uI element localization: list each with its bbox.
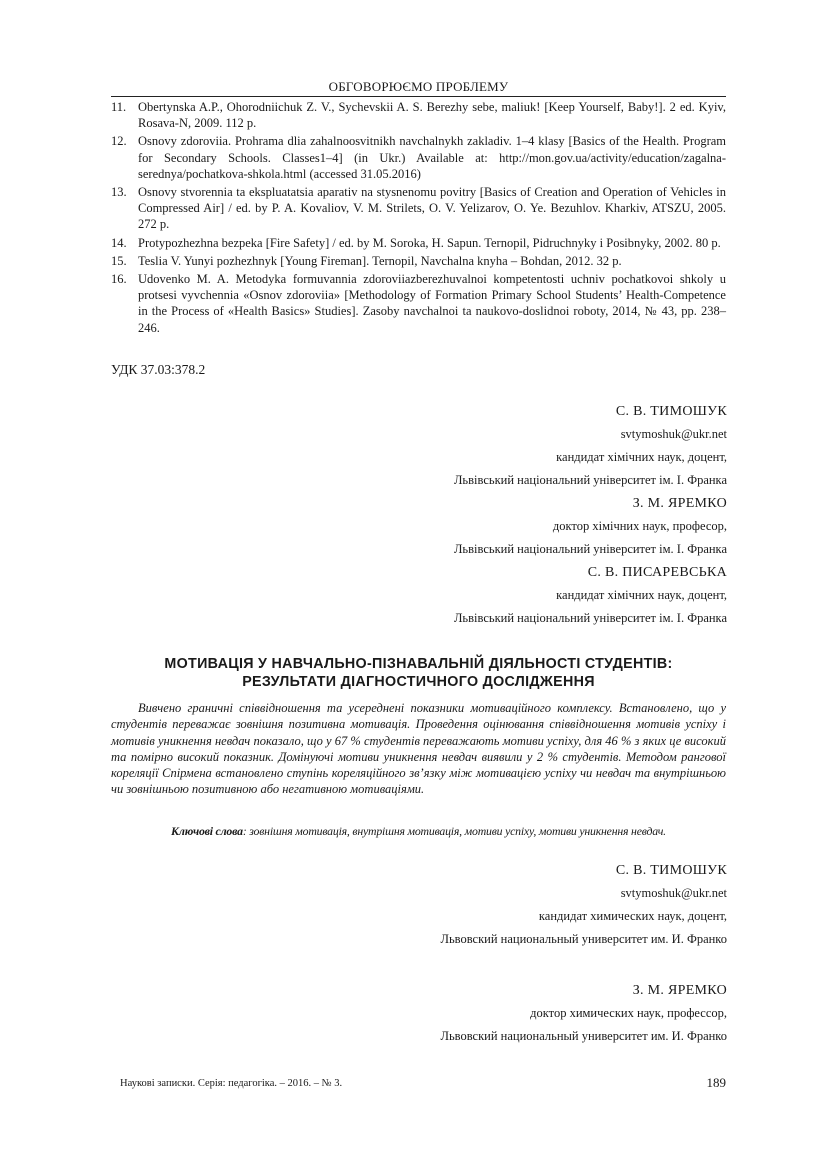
article-title-line: РЕЗУЛЬТАТИ ДІАГНОСТИЧНОГО ДОСЛІДЖЕННЯ <box>242 674 595 690</box>
reference-item <box>111 253 726 269</box>
reference-number: 13. <box>111 185 127 200</box>
reference-text: Protypozhezhna bezpeka [Fire Safety] / ed. by M. Soroka, H. Sapun. Ternopil, Pidruchnyky i Posibnyky, 2002. 80 p. <box>138 235 721 250</box>
article-title <box>111 655 726 691</box>
reference-item <box>111 271 726 336</box>
header-divider <box>111 96 726 97</box>
reference-number: 15. <box>111 253 127 268</box>
reference-item <box>111 133 726 182</box>
reference-item <box>111 235 726 251</box>
running-header: ОБГОВОРЮЄМО ПРОБЛЕМУ <box>328 79 509 94</box>
author-name: С. В. ТИМОШУК <box>615 404 727 419</box>
authors-russian <box>300 859 727 951</box>
author-name: С. В. ПИСАРЕВСЬКА <box>587 565 727 580</box>
author-affiliation: Львівський національний університет ім. І. Франка <box>453 473 727 487</box>
keywords-text: : зовнішня мотивація, внутрішня мотивація, мотиви успіху, мотиви уникнення невдач. <box>242 824 666 838</box>
reference-number: 14. <box>111 235 127 250</box>
author-affiliation: Львовский национальный университет им. И. Франко <box>440 932 727 946</box>
author-email: svtymoshuk@ukr.net <box>620 886 727 900</box>
author-affiliation: Львівський національний університет ім. І. Франка <box>453 611 727 625</box>
reference-text: Osnovy zdoroviia. Prohrama dlia zahalnoosvitnikh navchalnykh zakladiv. 1–4 klasy [Basics of the Health. Program for Secondary Schools. Classes1–4] (in Ukr.) Available at: http://mon.gov.ua/activity/education/zagalna-serednya/pochatkova-shkola.html (accessed 31.05.2016) <box>138 134 726 181</box>
keywords-label: Ключові слова <box>171 824 243 838</box>
author-affiliation: Львівський національний університет ім. І. Франка <box>453 542 727 556</box>
reference-text: Teslia V. Yunyi pozhezhnyk [Young Fireman]. Ternopil, Navchalna knyha – Bohdan, 2012. 32 p. <box>138 253 622 268</box>
author-degree: кандидат хімічних наук, доцент, <box>556 450 727 464</box>
reference-number: 16. <box>111 272 127 287</box>
author-affiliation: Львовский национальный университет им. И. Франко <box>440 1029 727 1043</box>
page-number: 189 <box>706 1075 726 1090</box>
reference-text: Udovenko M. A. Metodyka formuvannia zdoroviiazberezhuvalnoi kompetentosti uchniv pochatkovoi shkoly u protsesi vyvchennia «Osnov zdoroviia» [Methodology of Formation Primary School Students’ Health-Competence in the Process of «Health Basics» Studies]. Zasoby navchalnoi ta naukovo-doslidnoi roboty, 2014, № 43, pp. 238–246. <box>138 272 726 335</box>
reference-text: Obertynska A.P., Ohorodniichuk Z. V., Sychevskii A. S. Berezhy sebe, maliuk! [Keep Yourself, Baby!]. 2 ed. Kyiv, Rosava-N, 2009. 112 p. <box>138 100 726 131</box>
journal-footer: Наукові записки. Серія: педагогіка. – 2016. – № 3. <box>120 1078 343 1089</box>
author-degree: кандидат химических наук, доцент, <box>538 909 727 923</box>
reference-number: 12. <box>111 134 127 149</box>
abstract: Вивчено граничні співвідношення та усереднені показники мотиваційного комплексу. Встановлено, що у студентів переважає зовнішня позитивна мотивація. Проведення оцінювання співвідношення мотивів успіху і мотивів уникнення невдач показало, що у 67 % студентів переважають мотиви успіху, для 46 % з яких це високий та помірно високий показник. Домінуючі мотиви уникнення невдач виявили у 2 % студентів. Методом рангової кореляції Спірмена встановлено ступінь кореляційного зв’язку між мотивацією успіху чи невдач та внутрішньою чи зовнішньою позитивною або негативною мотиваціями. <box>111 701 726 797</box>
author-name: С. В. ТИМОШУК <box>615 863 727 878</box>
article-title-line: МОТИВАЦІЯ У НАВЧАЛЬНО-ПІЗНАВАЛЬНІЙ ДІЯЛЬНОСТІ СТУДЕНТІВ: <box>164 656 673 672</box>
authors-russian-2 <box>300 979 727 1048</box>
author-degree: доктор химических наук, профессор, <box>530 1006 727 1020</box>
udk-code: УДК 37.03:378.2 <box>111 362 206 377</box>
keywords <box>111 824 726 839</box>
reference-text: Osnovy stvorennia ta ekspluatatsia aparativ na stysnenomu povitry [Basics of Creation and Operation of Vehicles in Compressed Air] / ed. by P. A. Kovaliov, V. M. Strilets, O. V. Yelizarov, O. Ye. Bezuhlov. Kharkiv, ATSZU, 2005. 272 p. <box>138 185 726 232</box>
authors-ukrainian <box>300 400 727 630</box>
reference-list <box>111 99 726 338</box>
author-degree: кандидат хімічних наук, доцент, <box>556 588 727 602</box>
author-email: svtymoshuk@ukr.net <box>620 427 727 441</box>
author-name: З. М. ЯРЕМКО <box>632 983 727 998</box>
author-name: З. М. ЯРЕМКО <box>632 496 727 511</box>
reference-item <box>111 99 726 131</box>
reference-item <box>111 184 726 233</box>
reference-number: 11. <box>111 100 127 114</box>
author-degree: доктор хімічних наук, професор, <box>552 519 727 533</box>
